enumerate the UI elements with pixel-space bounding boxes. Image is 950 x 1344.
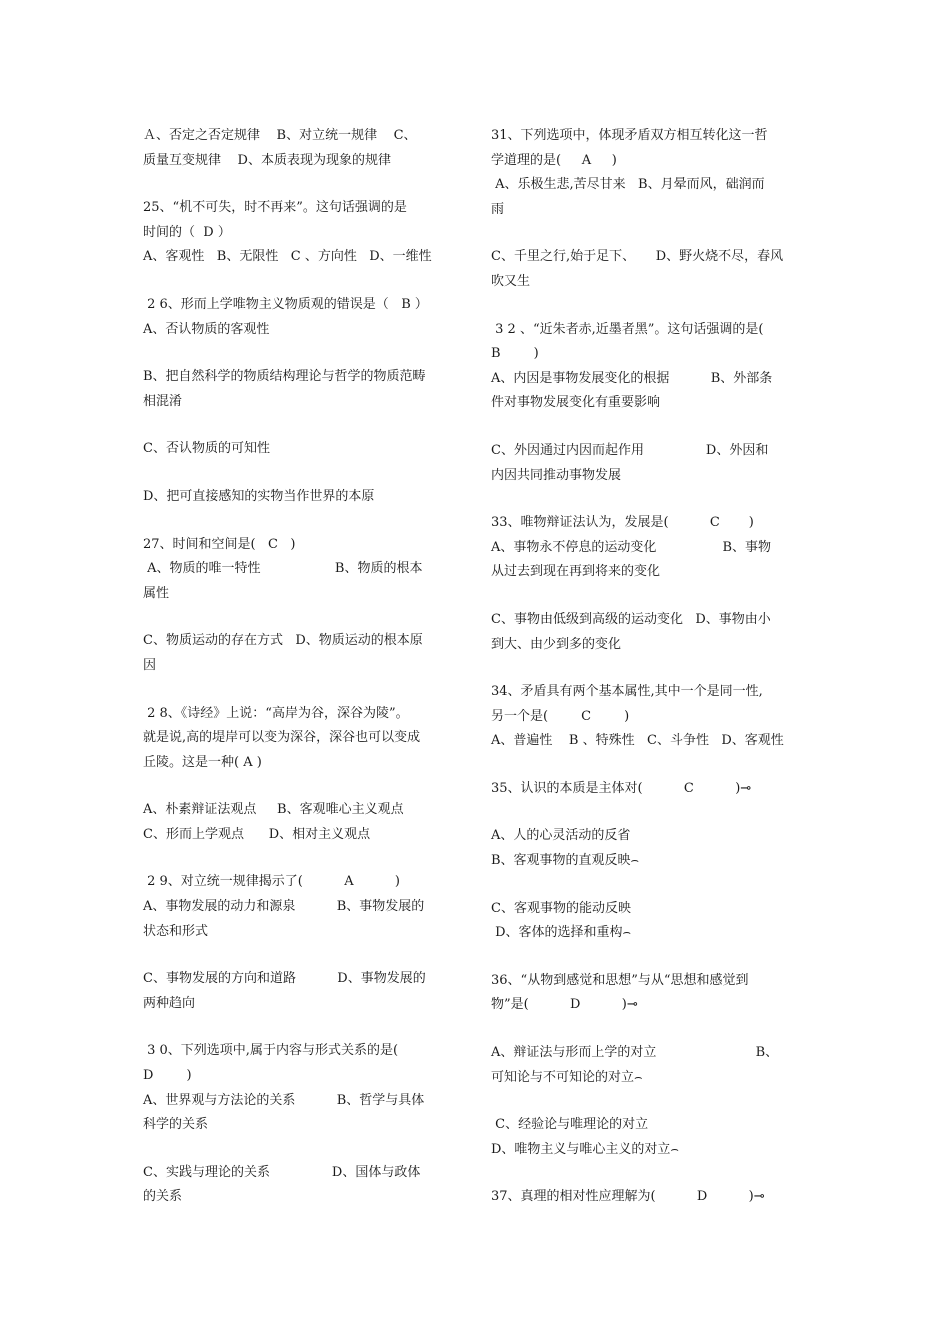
text-line: C、客观事物的能动反映	[491, 900, 631, 916]
text-line: 25、“机不可失，时不再来”。这句话强调的是	[143, 200, 407, 216]
text-line: B、客观事物的直观反映⌢	[491, 853, 640, 869]
text-line: D )	[143, 1068, 192, 1084]
text-line: 36、“从物到感觉和思想”与从“思想和感觉到	[491, 972, 749, 988]
text-line: Ａ、否定之否定规律 B、对立统一规律 C、	[143, 128, 417, 143]
text-line: 35、认识的本质是主体对( C )⊸	[491, 780, 752, 796]
paragraph-gap	[143, 679, 459, 702]
text-line: 两种趋向	[143, 995, 196, 1011]
text-line: A、普遍性 B 、特殊性 C、斗争性 D、客观性	[491, 733, 784, 749]
text-line: B )	[491, 346, 539, 362]
text-line: A、内因是事物发展变化的根据 B、外部条	[491, 370, 773, 386]
text-line: 内因共同推动事物发展	[491, 467, 622, 483]
paragraph-gap	[491, 585, 807, 608]
text-line: 3 0、下列选项中,属于内容与形式关系的是(	[143, 1043, 399, 1059]
text-line: 2 9、对立统一规律揭示了( A )	[143, 874, 400, 890]
text-line: C、外因通过内因而起作用 D、外因和	[491, 442, 769, 458]
paragraph-gap	[491, 754, 807, 777]
text-line: 物”是( D )⊸	[491, 997, 638, 1013]
text-line: C、千里之行,始于足下、 D、野火烧不尽，春风	[491, 249, 784, 265]
paragraph-gap	[491, 801, 807, 824]
text-line: 2 6、形而上学唯物主义物质观的错误是（ B ）	[143, 296, 428, 312]
text-line: C、经验论与唯理论的对立	[491, 1117, 649, 1133]
text-line: C、形而上学观点 D、相对主义观点	[143, 826, 371, 842]
text-line: 到大、由少到多的变化	[491, 636, 622, 652]
text-line: A、否认物质的客观性	[143, 321, 270, 337]
text-line: 科学的关系	[143, 1117, 209, 1133]
text-line: 33、唯物辩证法认为，发展是( C )	[491, 515, 754, 531]
text-line: 3 2 、“近朱者赤,近墨者黑”。这句话强调的是(	[491, 321, 764, 337]
paragraph-gap	[491, 416, 807, 439]
text-line: A、物质的唯一特性 B、物质的根本	[143, 561, 423, 577]
text-line: 另一个是( C )	[491, 708, 630, 724]
text-line: 雨	[491, 201, 505, 217]
text-line: C、物质运动的存在方式 D、物质运动的根本原	[143, 633, 423, 649]
text-line: 学道理的是( A )	[491, 152, 617, 168]
text-line: D、把可直接感知的实物当作世界的本原	[143, 488, 375, 504]
text-line: 27、时间和空间是( C )	[143, 536, 296, 552]
text-line: 因	[143, 657, 157, 673]
paragraph-gap	[143, 1016, 459, 1039]
paragraph-gap	[143, 944, 459, 967]
text-line: B、把自然科学的物质结构理论与哲学的物质范畴	[143, 369, 426, 385]
text-line: 的关系	[143, 1189, 183, 1205]
text-line: 质量互变规律 D、本质表现为现象的规律	[143, 152, 391, 168]
paragraph-gap	[491, 657, 807, 680]
paragraph-gap	[491, 488, 807, 511]
text-line: 吹又生	[491, 273, 531, 289]
text-line: A、朴素辩证法观点 B、客观唯心主义观点	[143, 802, 404, 818]
text-line: A、事物发展的动力和源泉 B、事物发展的	[143, 899, 425, 915]
text-line: A、事物永不停息的运动变化 B、事物	[491, 539, 772, 555]
paragraph-gap	[143, 462, 459, 485]
text-line: A、辩证法与形而上学的对立 B、	[491, 1045, 779, 1061]
paragraph-gap	[143, 606, 459, 629]
text-line: D、客体的选择和重构⌢	[491, 925, 632, 941]
paragraph-gap	[143, 775, 459, 798]
paragraph-gap	[491, 295, 807, 318]
text-line: 就是说,高的堤岸可以变为深谷，深谷也可以变成	[143, 730, 421, 746]
text-line: 可知论与不可知论的对立⌢	[491, 1069, 643, 1085]
text-line: 37、真理的相对性应理解为( D )⊸	[491, 1189, 765, 1205]
paragraph-gap	[491, 874, 807, 897]
paragraph-gap	[143, 414, 459, 437]
text-line: D、唯物主义与唯心主义的对立⌢	[491, 1141, 679, 1157]
paragraph-gap	[143, 173, 459, 196]
text-line: C、否认物质的可知性	[143, 441, 270, 457]
paragraph-gap	[143, 342, 459, 365]
paragraph-gap	[491, 1090, 807, 1113]
text-line: 状态和形式	[143, 923, 209, 939]
text-line: A、人的心灵活动的反省	[491, 828, 631, 844]
text-line: C、实践与理论的关系 D、国体与政体	[143, 1164, 421, 1180]
text-line: A、客观性 B、无限性 C 、方向性 D、一维性	[143, 249, 432, 265]
paragraph-gap	[143, 1138, 459, 1161]
text-line: 件对事物发展变化有重要影响	[491, 395, 661, 411]
paragraph-gap	[143, 847, 459, 870]
text-line: A、乐极生悲,苦尽甘来 B、月晕而风，础润而	[491, 177, 765, 193]
text-line: 34、矛盾具有两个基本属性,其中一个是同一性,	[491, 684, 763, 700]
text-line: 属性	[143, 585, 170, 601]
paragraph-gap	[143, 510, 459, 533]
text-line: 时间的（ D ）	[143, 224, 231, 240]
text-line: 2 8、《诗经》上说：“高岸为谷，深谷为陵”。	[143, 705, 409, 721]
paragraph-gap	[491, 222, 807, 245]
paragraph-gap	[491, 1162, 807, 1185]
text-line: A、世界观与方法论的关系 B、哲学与具体	[143, 1092, 425, 1108]
right-column	[491, 124, 807, 1210]
paragraph-gap	[143, 270, 459, 293]
text-line: 丘陵。这是一种( A )	[143, 754, 262, 770]
paragraph-gap	[491, 1018, 807, 1041]
paragraph-gap	[491, 946, 807, 969]
left-column	[143, 124, 459, 1210]
text-line: C、事物发展的方向和道路 D、事物发展的	[143, 971, 426, 987]
text-line: 相混淆	[143, 393, 183, 409]
text-line: C、事物由低级到高级的运动变化 D、事物由小	[491, 611, 771, 627]
text-line: 从过去到现在再到将来的变化	[491, 564, 661, 580]
text-line: 31、下列选项中，体现矛盾双方相互转化这一哲	[491, 128, 768, 143]
